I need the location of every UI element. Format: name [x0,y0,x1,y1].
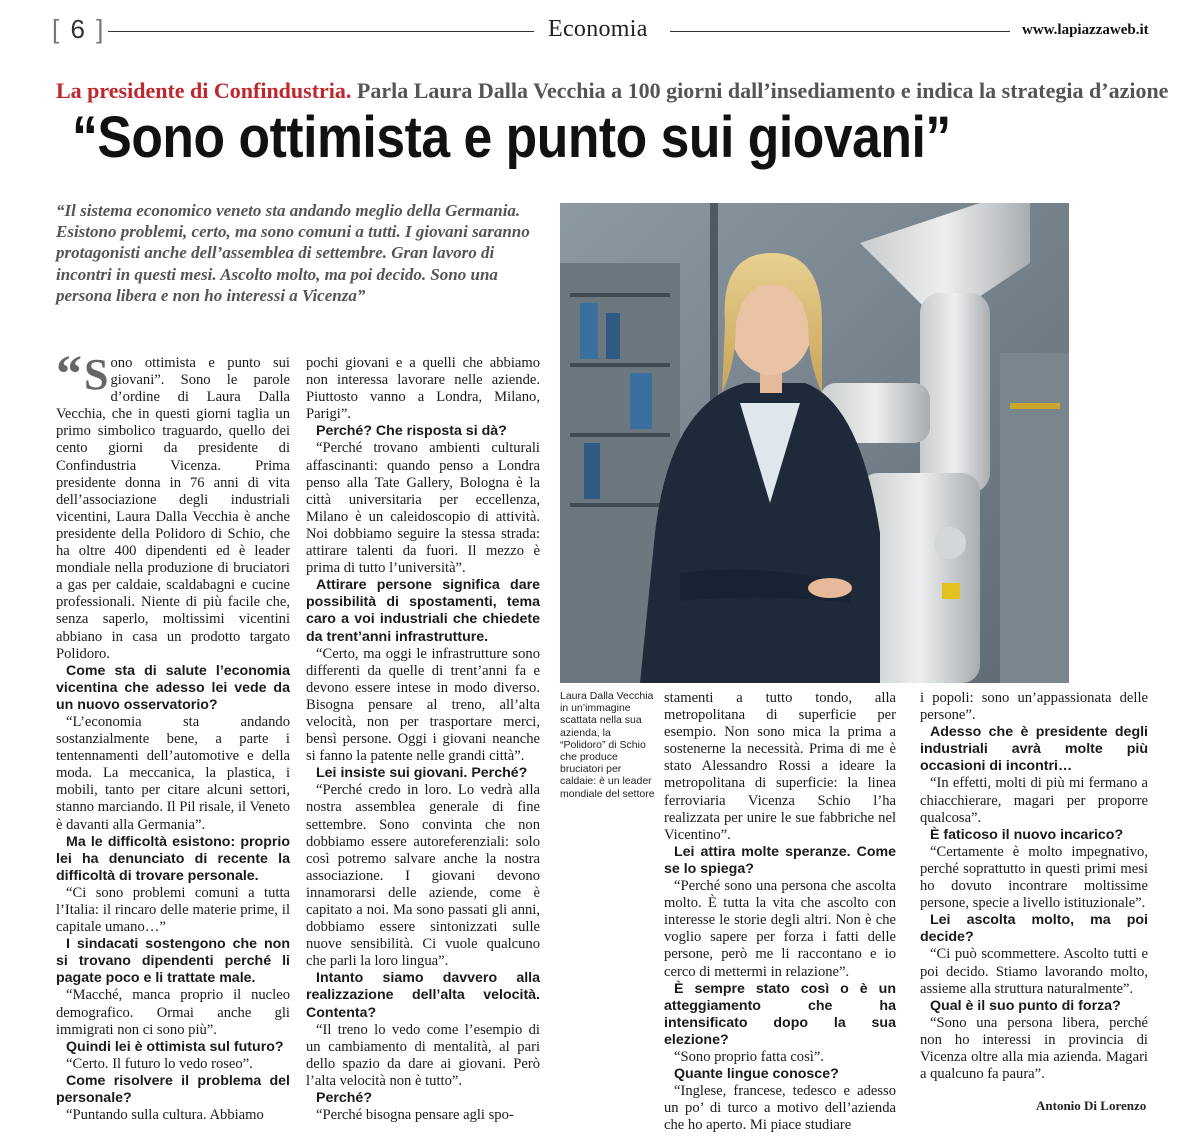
article-column-1 [56,346,290,1124]
answer: “Perché trovano ambienti culturali affascinanti: quando penso a Londra penso alla Tate Gallery, Bologna è la città universitaria per eccellenza, Milano è un caleidoscopio di attività. Noi dobbiamo seguire la stessa strada: attirare talenti da fuori. Il mezzo è prima di tutto l’università”. [306,440,540,577]
section-title: Economia [548,16,648,42]
question: Ma le difficoltà esistono: proprio lei ha denunciato di recente la difficoltà di trovare personale. [56,833,290,884]
photo-caption: Laura Dalla Vecchia in un’immagine scattata nella sua azienda, la “Polidoro” di Schio che produce bruciatori per caldaie: è un leader mondiale del settore [560,690,655,800]
answer: “Il treno lo vedo come l’esempio di un cambiamento di mentalità, al pari dello spazio da dare ai giovani. Però l’alta velocità non è tutto”. [306,1021,540,1089]
answer: “Ci sono problemi comuni a tutta l’Italia: il rincaro delle materie prime, il capitale umano…” [56,884,290,936]
question: Qual è il suo punto di forza? [930,997,1121,1014]
question: Come risolvere il problema del personale? [56,1072,290,1107]
website-url[interactable]: www.lapiazzaweb.it [1022,22,1149,38]
question: Attirare persone significa dare possibilità di spostamenti, tema caro a voi industriali che chiedete da trent’anni infrastrutture. [306,577,540,645]
header-rule-left [108,31,534,32]
article-column-4 [920,690,1148,1083]
question: Intanto siamo davvero alla realizzazione dell’alta velocità. Contenta? [306,970,540,1021]
headline: “Sono ottimista e punto sui giovani” [72,105,951,170]
answer: “Perché sono una persona che ascolta molto. È tutta la vita che ascolto con interesse le storie degli altri. Non è che voglio sapere per forza i fatti delle persone, però me li raccontano e io cerco di mettermi in relazione”. [664,878,896,980]
answer: stamenti a tutto tondo, alla metropolitana di superficie per esempio. Non sono mica la prima a sostenerne la necessità. Prima di me è stato Alessandro Rossi a ideare la metropolitana di superficie: la linea ferroviaria Vicenza Schio l’ha realizzata per unire le sue fabbriche nel Vicentino”. [664,690,896,843]
answer: “Certamente è molto impegnativo, perché soprattutto in questi primi mesi ho dovuto incontrare moltissime persone, specie a livello istituzionale”. [920,843,1148,912]
answer: “Sono una persona libera, perché non ho interessi in provincia di Vicenza oltre alla mia azienda. Magari a qualcuno fa paura”. [920,1014,1148,1083]
question: Lei insiste sui giovani. Perché? [316,765,528,782]
page-number: [ 6 ] [52,14,106,44]
answer: pochi giovani e a quelli che abbiamo non interessa lavorare nelle aziende. Piuttosto vanno a Londra, Milano, Parigi”. [306,355,540,423]
answer: “Inglese, francese, tedesco e adesso un po’ di turco a motivo dell’azienda che ho aperto. Mi piace studiare [664,1083,896,1134]
answer: “Perché credo in loro. Lo vedrà alla nostra assemblea generale di fine settembre. Sono convinta che non dobbiamo essere autoreferenziali: solo così potremo salvare anche la nostra associazione. I giovani devono innamorarsi delle aziende, come è capitato a noi. Ma sono passati gli anni, dobbiamo essere sintonizzati sulle nuove sensibilità. Ci vuole qualcuno che parli la loro lingua”. [306,782,540,970]
question: Come sta di salute l’economia vicentina che adesso lei vede da un nuovo osservatorio? [56,662,290,713]
answer: “Perché bisogna pensare agli spo- [316,1107,514,1124]
article-photo [560,203,1069,683]
answer: “Macché, manca proprio il nucleo demografico. Ormai anche gli immigrati non ci sono più”. [56,987,290,1038]
answer: “Ci può scommettere. Ascolto tutti e poi decido. Stiamo lavorando molto, assieme alla struttura naturalmente”. [920,946,1148,997]
question: Quante lingue conosce? [674,1066,839,1083]
factory-portrait-image [560,203,1069,683]
answer: “Certo. Il futuro lo vedo roseo”. [66,1055,253,1072]
question: Lei ascolta molto, ma poi decide? [920,912,1148,946]
question: È sempre stato così o è un atteggiamento che ha intensificato dopo la sua elezione? [664,980,896,1048]
article-column-3 [664,690,896,1134]
answer: “In effetti, molti di più mi fermano a chiacchierare, magari per proporre qualcosa”. [920,775,1148,826]
question: Quindi lei è ottimista sul futuro? [66,1038,284,1055]
dropcap-letter: S [84,350,109,399]
kicker [56,78,1169,104]
question: Adesso che è presidente degli industriali avrà molte più occasioni di incontri… [920,724,1148,775]
header-rule-right [670,31,1010,32]
answer: “Certo, ma oggi le infrastrutture sono differenti da quelle di trent’anni fa e devono essere intese in modo diverso. Bisogna pensare al treno, all’alta velocità, non per trasportare merci, bensì persone. Oggi i giovani neanche si fanno la patente nelle grandi città”. [306,645,540,765]
answer: “Sono proprio fatta così”. [674,1048,824,1065]
kicker-red: La presidente di Confindustria. [56,78,352,103]
answer: “Puntando sulla cultura. Abbiamo [66,1107,264,1124]
kicker-grey: Parla Laura Dalla Vecchia a 100 giorni dall’insediamento e indica la strategia d’azione [356,78,1169,103]
question: Perché? [316,1090,372,1107]
answer: “L’economia sta andando sostanzialmente bene, a parte i tentennamenti dell’automotive e della moda. La meccanica, la plastica, i mobili, tanto per citare alcuni settori, stanno marciando. Il Pil risale, il Veneto è davanti alla Germania”. [56,713,290,833]
byline: Antonio Di Lorenzo [1036,1098,1147,1113]
lead-paragraph: “Il sistema economico veneto sta andando meglio della Germania. Esistono problemi, certo, ma sono comuni a tutti. I giovani saranno protagonisti anche dell’assemblea di settembre. Gran lavoro di incontri in questi mesi. Ascolto molto, ma poi decido. Sono una persona libera e non ho interessi a Vicenza” [56,201,530,305]
answer: i popoli: sono un’appassionata delle persone”. [920,690,1148,724]
question: È faticoso il nuovo incarico? [930,826,1124,843]
intro-paragraph: “ S ono ottimista e punto sui giovani”. Sono le parole d’ordine di Laura Dalla Vecchia, che in questi giorni taglia un primo simbolico traguardo, quello dei cento giorni da presidente di Confindustria Vicenza. Prima presidente donna in 76 anni di vita dell’associazione degli industriali vicentini, Laura Dalla Vecchia è anche presidente della Polidoro di Schio, che ha oltre 400 dipendenti ed è leader mondiale nella produzione di bruciatori a gas per caldaie, scaldabagni e cucine professionali. Niente di più facile che, senza saperlo, moltissimi vicentini abbiano in casa un prodotto targato Polidoro. [56,346,290,662]
question: Perché? Che risposta si dà? [316,423,507,440]
article-column-2 [306,355,540,1124]
question: Lei attira molte speranze. Come se lo spiega? [664,843,896,877]
dropcap-quote: “ [56,346,82,403]
question: I sindacati sostengono che non si trovano dipendenti perché li pagate poco e li trattate male. [56,936,290,987]
